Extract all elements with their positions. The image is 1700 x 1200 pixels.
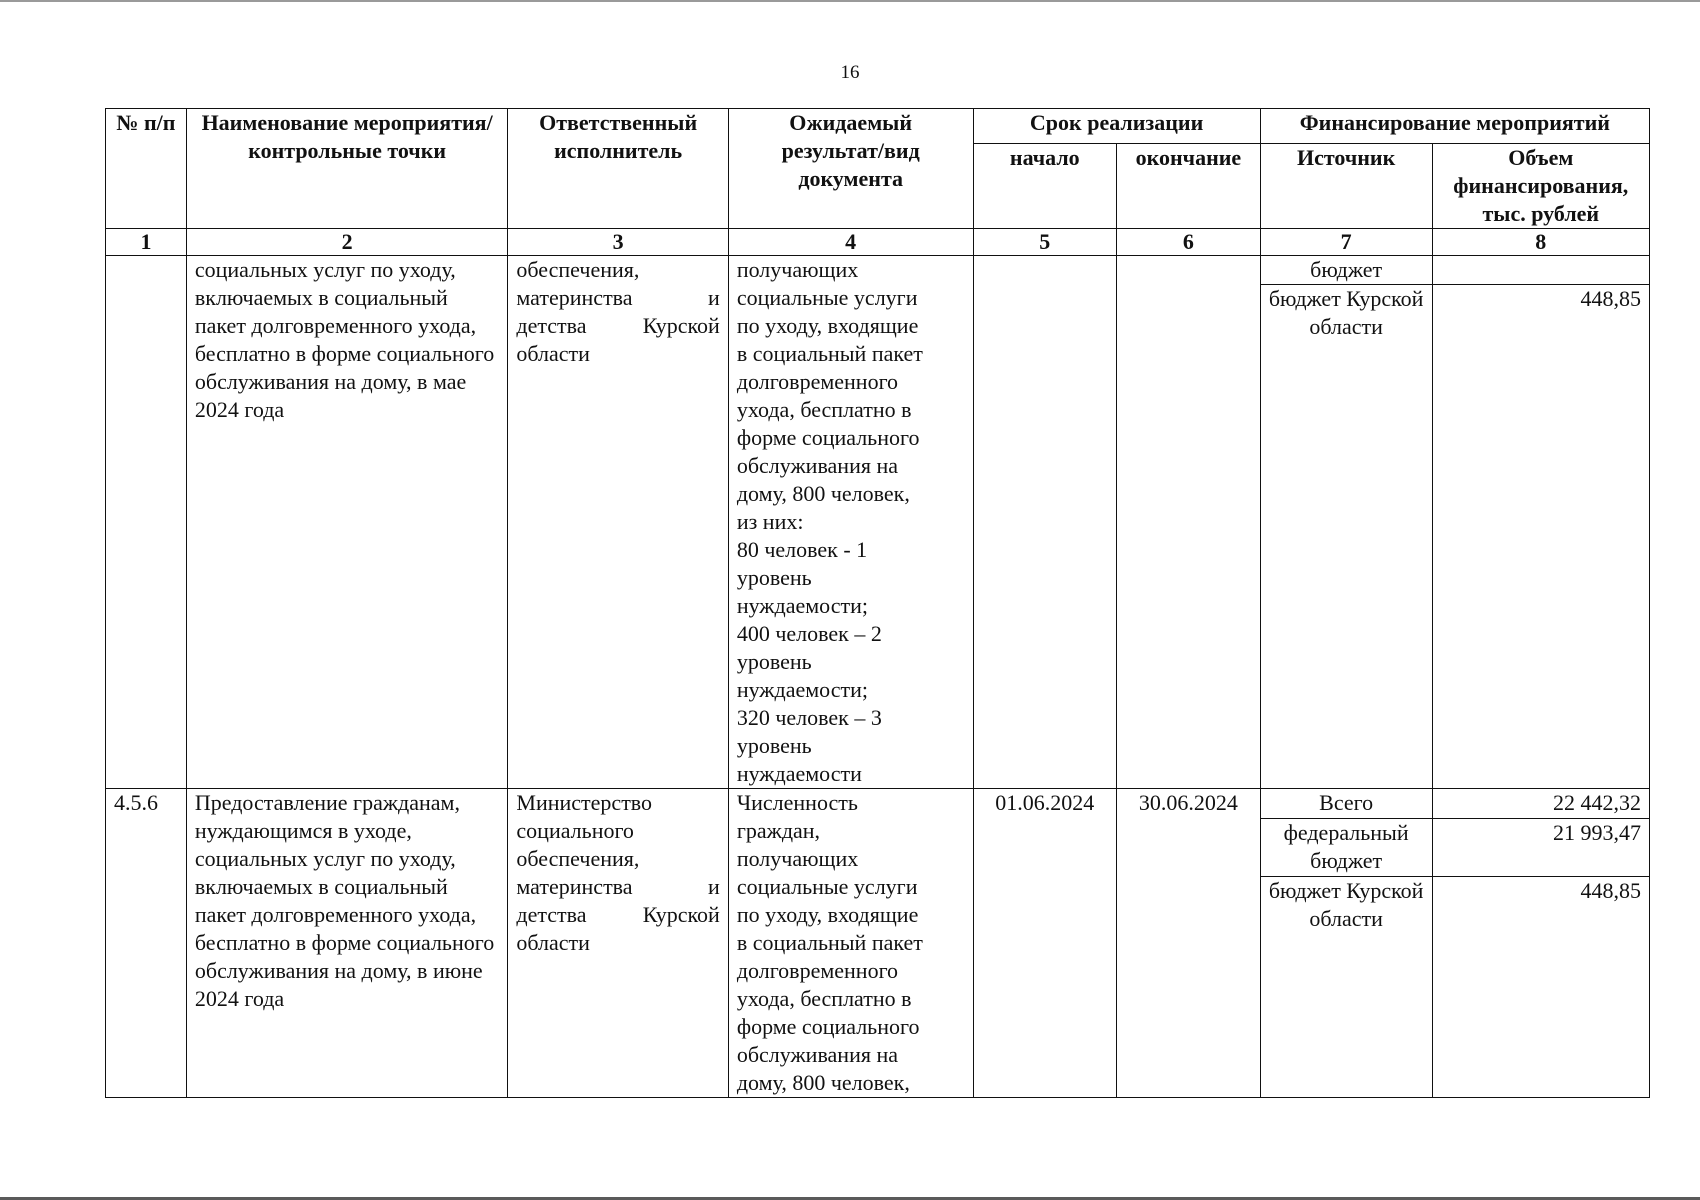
column-number: 7 xyxy=(1260,229,1432,256)
row-result: Численность граждан, получающих социальные услуги по уходу, входящие в социальный пакет долговременного ухода, бесплатно в форме социального обслуживания на дому, 800 человек, xyxy=(728,789,973,1098)
row-number xyxy=(106,256,187,789)
column-number: 5 xyxy=(973,229,1117,256)
row-name: Предоставление гражданам, нуждающимся в уходе, социальных услуг по уходу, включаемых в социальный пакет долговременного ухода, бесплатно в форме социального обслуживания на дому, в июне 2024 года xyxy=(186,789,508,1098)
financing-source: бюджет xyxy=(1260,256,1432,285)
scan-edge-top xyxy=(0,0,1700,2)
row-start xyxy=(973,256,1117,789)
financing-source: бюджет Курской области xyxy=(1260,285,1432,789)
executor-line: социального xyxy=(516,818,634,843)
financing-source: федеральный бюджет xyxy=(1260,818,1432,877)
header-number: № п/п xyxy=(106,109,187,229)
executor-line: области xyxy=(516,930,590,955)
header-result: Ожидаемый результат/вид документа xyxy=(728,109,973,229)
executor-line: детства Курской xyxy=(516,902,720,927)
header-financing-group: Финансирование мероприятий xyxy=(1260,109,1649,144)
executor-line: области xyxy=(516,341,590,366)
row-name: социальных услуг по уходу, включаемых в социальный пакет долговременного ухода, бесплатно в форме социального обслуживания на дому, в мае 2024 года xyxy=(186,256,508,789)
header-term-group: Срок реализации xyxy=(973,109,1260,144)
header-end: окончание xyxy=(1117,144,1261,229)
row-executor xyxy=(508,256,728,789)
header-amount: Объем финансирования, тыс. рублей xyxy=(1432,144,1649,229)
header-start: начало xyxy=(973,144,1117,229)
executor-line: обеспечения, xyxy=(516,846,640,871)
financing-amount xyxy=(1432,256,1649,285)
column-number: 3 xyxy=(508,229,728,256)
column-number: 8 xyxy=(1432,229,1649,256)
row-executor xyxy=(508,789,728,1098)
executor-line: обеспечения, xyxy=(516,257,640,282)
financing-amount: 448,85 xyxy=(1432,285,1649,789)
column-number: 4 xyxy=(728,229,973,256)
column-number: 2 xyxy=(186,229,508,256)
table-row xyxy=(106,789,1650,819)
header-source: Источник xyxy=(1260,144,1432,229)
row-end: 30.06.2024 xyxy=(1117,789,1261,1098)
row-end xyxy=(1117,256,1261,789)
header-name: Наименование мероприятия/контрольные точки xyxy=(186,109,508,229)
measures-table xyxy=(105,108,1650,1098)
row-number: 4.5.6 xyxy=(106,789,187,1098)
executor-line: материнства и xyxy=(516,285,720,310)
executor-line: Министерство xyxy=(516,790,653,815)
executor-line: материнства и xyxy=(516,874,720,899)
financing-amount: 21 993,47 xyxy=(1432,818,1649,877)
row-start: 01.06.2024 xyxy=(973,789,1117,1098)
executor-line: детства Курской xyxy=(516,313,720,338)
header-row-1 xyxy=(106,109,1650,144)
column-number: 1 xyxy=(106,229,187,256)
column-number: 6 xyxy=(1117,229,1261,256)
financing-amount: 22 442,32 xyxy=(1432,789,1649,819)
financing-amount: 448,85 xyxy=(1432,877,1649,1098)
table-row xyxy=(106,256,1650,285)
row-result: получающих социальные услуги по уходу, входящие в социальный пакет долговременного ухода, бесплатно в форме социального обслуживания на дому, 800 человек, из них: 80 человек - 1 уровень нуждаемости; 400 человек – 2 уровень нуждаемости; 320 человек – 3 уровень нуждаемости xyxy=(728,256,973,789)
financing-source: Всего xyxy=(1260,789,1432,819)
column-number-row xyxy=(106,229,1650,256)
page-number: 16 xyxy=(840,62,860,83)
header-executor: Ответственный исполнитель xyxy=(508,109,728,229)
financing-source: бюджет Курской области xyxy=(1260,877,1432,1098)
